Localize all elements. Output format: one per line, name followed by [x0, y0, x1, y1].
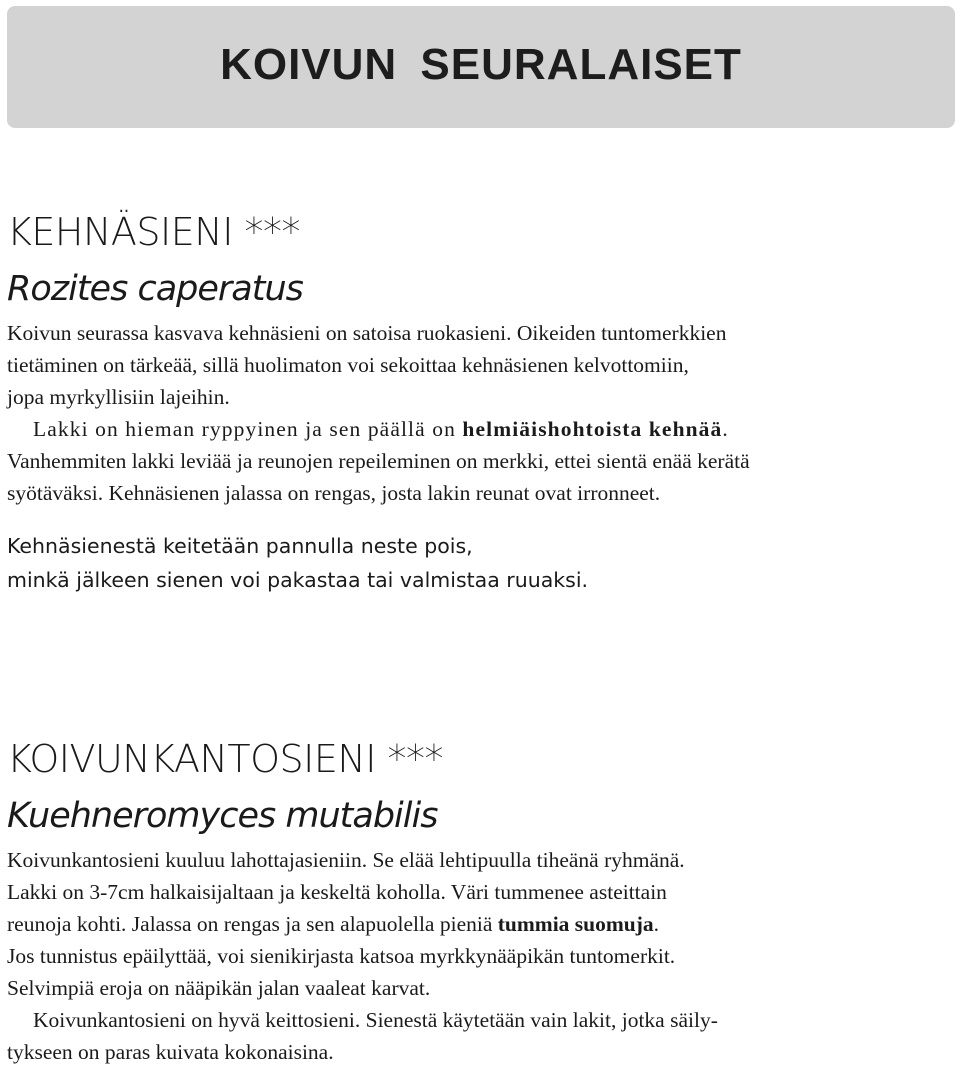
page-title: KOIVUN SEURALAISET — [220, 40, 742, 89]
text-fragment: . — [722, 417, 729, 441]
title-banner — [7, 6, 955, 128]
emphasis-text: tummia suomuja — [497, 912, 654, 936]
text-line: Vanhemmiten lakki leviää ja reunojen repeileminen on merkki, ettei sientä enää kerätä — [7, 449, 750, 473]
species-name: KEHNÄSIENI *** — [7, 210, 300, 254]
text-line: Koivun seurassa kasvava kehnäsieni on satoisa ruokasieni. Oikeiden tuntomerkkien — [7, 321, 727, 345]
text-fragment: Lakki on hieman ryppyinen ja sen päällä on — [33, 417, 463, 441]
note-line: minkä jälkeen sienen voi pakastaa tai valmistaa ruuaksi. — [7, 568, 589, 592]
species-description — [7, 317, 953, 509]
species-description — [7, 844, 953, 1068]
text-line-lakki — [7, 413, 953, 445]
text-line: Selvimpiä eroja on nääpikän jalan vaaleat karvat. — [7, 976, 431, 1000]
text-line: tietäminen on tärkeää, sillä huolimaton voi sekoittaa kehnäsienen kelvottomiin, — [7, 353, 689, 377]
text-line: Koivunkantosieni on hyvä keittosieni. Sienestä käytetään vain lakit, jotka säily- — [33, 1008, 718, 1032]
text-line: syötäväksi. Kehnäsienen jalassa on rengas, josta lakin reunat ovat irronneet. — [7, 481, 661, 505]
text-line: jopa myrkyllisiin lajeihin. — [7, 385, 230, 409]
text-fragment: reunoja kohti. Jalassa on rengas ja sen alapuolella pieniä — [7, 912, 498, 936]
text-line: tykseen on paras kuivata kokonaisina. — [7, 1040, 334, 1064]
note-line: Kehnäsienestä keitetään pannulla neste pois, — [7, 534, 473, 558]
text-line-jalka — [7, 908, 953, 940]
species-latin-name: Kuehneromyces mutabilis — [7, 796, 438, 836]
species-latin-name: Rozites caperatus — [7, 269, 303, 309]
emphasis-text: helmiäishohtoista kehnää — [462, 417, 723, 441]
text-line: Lakki on 3-7cm halkaisijaltaan ja keskeltä koholla. Väri tummenee asteittain — [7, 880, 667, 904]
text-line: Jos tunnistus epäilyttää, voi sienikirjasta katsoa myrkkynääpikän tuntomerkit. — [7, 944, 676, 968]
section-koivunkantosieni — [7, 730, 953, 1068]
text-line: Koivunkantosieni kuuluu lahottajasieniin. Se elää lehtipuulla tiheänä ryhmänä. — [7, 848, 685, 872]
text-fragment: . — [653, 912, 660, 936]
preparation-note — [7, 529, 953, 597]
species-name: KOIVUNKANTOSIENI *** — [7, 737, 444, 781]
section-kehnasieni — [7, 203, 953, 597]
